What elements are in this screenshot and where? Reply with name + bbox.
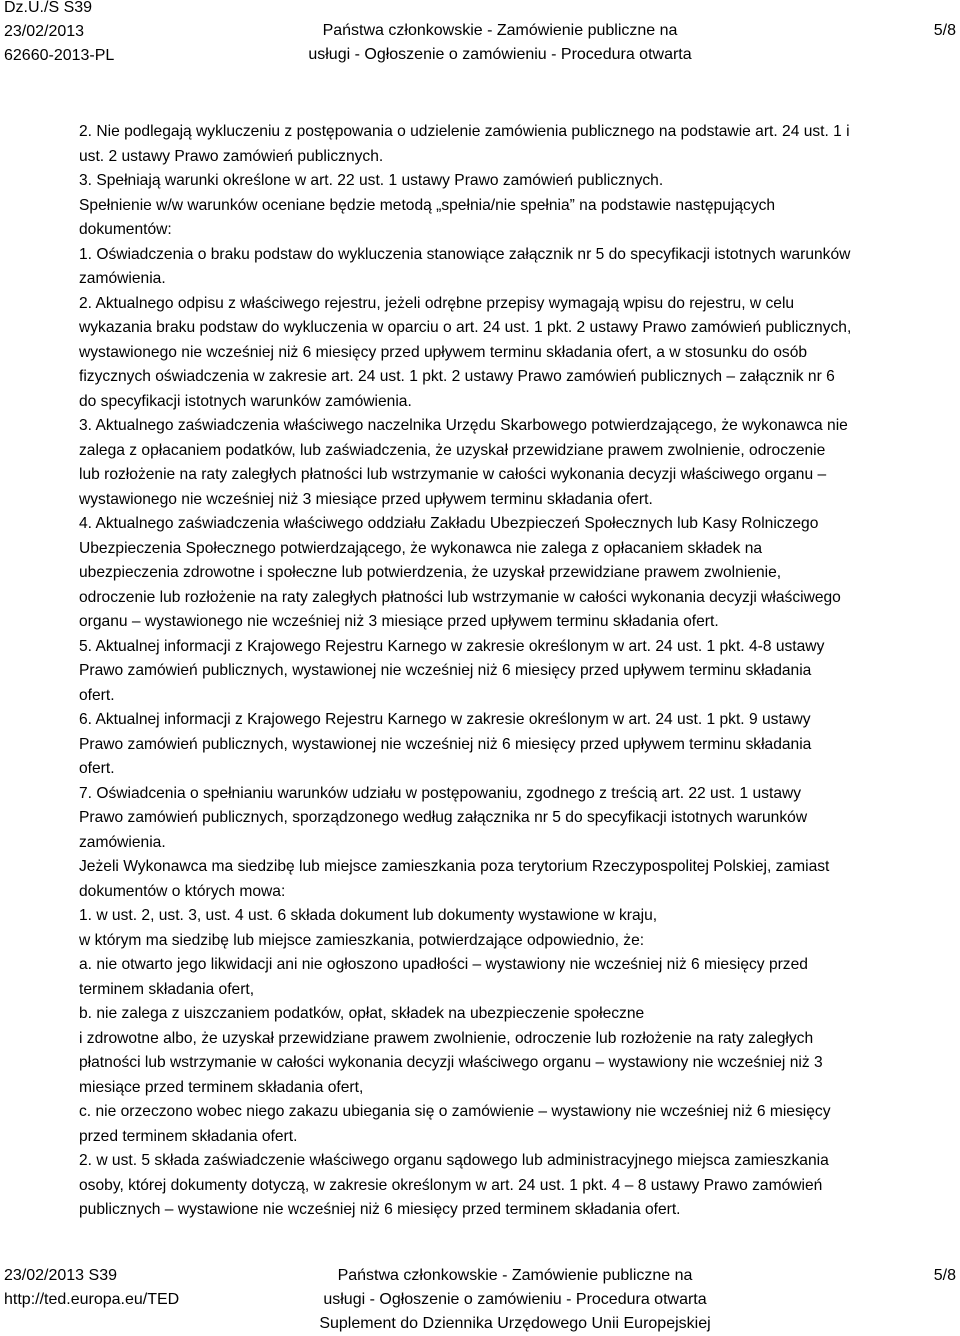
body-line: 1. Oświadczenia o braku podstaw do wykluczenia stanowiące załącznik nr 5 do specyfikacji istotnych warunków bbox=[79, 245, 851, 263]
body-line: fizycznych oświadczenia w zakresie art. 24 ust. 1 pkt. 2 ustawy Prawo zamówień publicznych – załącznik nr 6 bbox=[79, 368, 835, 385]
footer-title bbox=[250, 1264, 780, 1336]
body-line: przed terminem składania ofert. bbox=[79, 1127, 298, 1145]
footer-title-line-1: Państwa członkowskie - Zamówienie publiczne na bbox=[337, 1267, 693, 1284]
body-line: Ubezpieczenia Społecznego potwierdzającego, że wykonawca nie zalega z opłacaniem składek na bbox=[79, 539, 763, 557]
body-line: c. nie orzeczono wobec niego zakazu ubiegania się o zamówienie – wystawiony nie wcześniej niż 6 miesięcy bbox=[79, 1103, 831, 1120]
body-line: 6. Aktualnej informacji z Krajowego Rejestru Karnego w zakresie określonym w art. 24 ust. 1 pkt. 9 ustawy bbox=[79, 711, 811, 728]
footer-title-line-3: Suplement do Dziennika Urzędowego Unii Europejskiej bbox=[319, 1315, 711, 1332]
body-line: 1. w ust. 2, ust. 3, ust. 4 ust. 6 składa dokument lub dokumenty wystawione w kraju, bbox=[79, 907, 658, 924]
body-line: wystawionego nie wcześniej niż 6 miesięcy przed upływem terminu składania ofert, a w stosunku do osób bbox=[79, 343, 808, 361]
body-line: ofert. bbox=[79, 686, 115, 704]
footer-date-series: 23/02/2013 S39 bbox=[4, 1267, 117, 1284]
body-line: 5. Aktualnej informacji z Krajowego Rejestru Karnego w zakresie określonym w art. 24 ust. 1 pkt. 4-8 ustawy bbox=[79, 637, 825, 655]
body-line: lub rozłożenie na raty zaległych płatności lub wstrzymanie w całości wykonania decyzji właściwego organu – bbox=[79, 466, 827, 483]
body-line: do specyfikacji istotnych warunków zamówienia. bbox=[79, 392, 412, 410]
body-line: dokumentów: bbox=[79, 221, 172, 238]
footer-ted-link[interactable]: http://ted.europa.eu/TED bbox=[4, 1291, 180, 1308]
header-title-line-1: Państwa członkowskie - Zamówienie publiczne na bbox=[322, 22, 678, 39]
body-line: Prawo zamówień publicznych, wystawionej nie wcześniej niż 6 miesięcy przed upływem terminu składania bbox=[79, 662, 812, 679]
body-line: zamówienia. bbox=[79, 833, 166, 851]
header-page-number: 5/8 bbox=[933, 22, 956, 39]
body-line: odroczenie lub rozłożenie na raty zaległych płatności lub wstrzymanie w całości wykonania decyzji właściwego bbox=[79, 588, 841, 606]
body-line: Prawo zamówień publicznych, sporządzonego według załącznika nr 5 do specyfikacji istotnych warunków bbox=[79, 809, 808, 826]
footer-left bbox=[4, 1264, 179, 1312]
header-left bbox=[4, 0, 114, 68]
body-line: płatności lub wstrzymanie w całości wykonania decyzji właściwego organu – wystawiony nie wcześniej niż 3 bbox=[79, 1054, 823, 1071]
body-line: i zdrowotne albo, że uzyskał przewidziane prawem zwolnienie, odroczenie lub rozłożenie na raty zaległych bbox=[79, 1029, 814, 1047]
publication-date: 23/02/2013 bbox=[4, 23, 85, 40]
body-line: 2. Nie podlegają wykluczeniu z postępowania o udzielenie zamówienia publicznego na podstawie art. 24 ust. 1 i bbox=[79, 123, 850, 140]
body-line: Spełnienie w/w warunków oceniane będzie metodą „spełnia/nie spełnia” na podstawie następujących bbox=[79, 196, 776, 214]
body-line: ust. 2 ustawy Prawo zamówień publicznych. bbox=[79, 147, 384, 165]
notice-number: 62660-2013-PL bbox=[4, 47, 115, 64]
body-line: ubezpieczenia zdrowotne i społeczne lub potwierdzenia, że uzyskał przewidziane prawem zwolnienie, bbox=[79, 564, 782, 581]
document-body bbox=[79, 120, 939, 1223]
body-line: Jeżeli Wykonawca ma siedzibę lub miejsce zamieszkania poza terytorium Rzeczypospolitej Polskiej, zamiast bbox=[79, 858, 830, 875]
body-line: b. nie zalega z uiszczaniem podatków, opłat, składek na ubezpieczenie społeczne bbox=[79, 1005, 645, 1022]
body-line: miesiące przed terminem składania ofert, bbox=[79, 1078, 364, 1096]
footer-page-number: 5/8 bbox=[933, 1267, 956, 1284]
body-line: Prawo zamówień publicznych, wystawionej nie wcześniej niż 6 miesięcy przed upływem terminu składania bbox=[79, 735, 812, 753]
body-line: wykazania braku podstaw do wykluczenia w oparciu o art. 24 ust. 1 pkt. 2 ustawy Prawo zamówień publicznych, bbox=[79, 319, 852, 336]
body-line: dokumentów o których mowa: bbox=[79, 882, 286, 900]
body-line: publicznych – wystawione nie wcześniej niż 6 miesięcy przed terminem składania ofert. bbox=[79, 1201, 681, 1218]
body-line: organu – wystawionego nie wcześniej niż 3 miesiące przed upływem terminu składania ofert. bbox=[79, 613, 719, 630]
body-line: a. nie otwarto jego likwidacji ani nie ogłoszono upadłości – wystawiony nie wcześniej niż 6 miesięcy przed bbox=[79, 956, 808, 973]
header-title-line-2: usługi - Ogłoszenie o zamówieniu - Procedura otwarta bbox=[308, 46, 692, 63]
body-line: ofert. bbox=[79, 760, 115, 777]
body-line: terminem składania ofert, bbox=[79, 980, 255, 998]
footer-title-line-2: usługi - Ogłoszenie o zamówieniu - Procedura otwarta bbox=[323, 1291, 707, 1308]
body-line: 2. w ust. 5 składa zaświadczenie właściwego organu sądowego lub administracyjnego miejsca zamieszkania bbox=[79, 1152, 829, 1169]
body-line: zamówienia. bbox=[79, 270, 166, 287]
body-line: 3. Aktualnego zaświadczenia właściwego naczelnika Urzędu Skarbowego potwierdzającego, że wykonawca nie bbox=[79, 417, 848, 434]
journal-ref: Dz.U./S S39 bbox=[4, 0, 93, 16]
body-line: 3. Spełniają warunki określone w art. 22 ust. 1 ustawy Prawo zamówień publicznych. bbox=[79, 172, 664, 189]
body-line: osoby, której dokumenty dotyczą, w zakresie określonym w art. 24 ust. 1 pkt. 4 – 8 ustawy Prawo zamówień bbox=[79, 1176, 823, 1194]
body-line: zalega z opłacaniem podatków, lub zaświadczenia, że uzyskał przewidziane prawem zwolnienie, odroczenie bbox=[79, 441, 826, 459]
body-line: 7. Oświadcenia o spełnianiu warunków udziału w postępowaniu, zgodnego z treścią art. 22 ust. 1 ustawy bbox=[79, 784, 802, 802]
body-line: wystawionego nie wcześniej niż 3 miesiące przed upływem terminu składania ofert. bbox=[79, 490, 653, 508]
body-line: w którym ma siedzibę lub miejsce zamieszkania, potwierdzające odpowiednio, że: bbox=[79, 931, 645, 949]
body-line: 4. Aktualnego zaświadczenia właściwego oddziału Zakładu Ubezpieczeń Społecznych lub Kasy Rolniczego bbox=[79, 515, 819, 532]
header-title bbox=[250, 19, 750, 67]
body-line: 2. Aktualnego odpisu z właściwego rejestru, jeżeli odrębne przepisy wymagają wpisu do rejestru, w celu bbox=[79, 294, 795, 312]
